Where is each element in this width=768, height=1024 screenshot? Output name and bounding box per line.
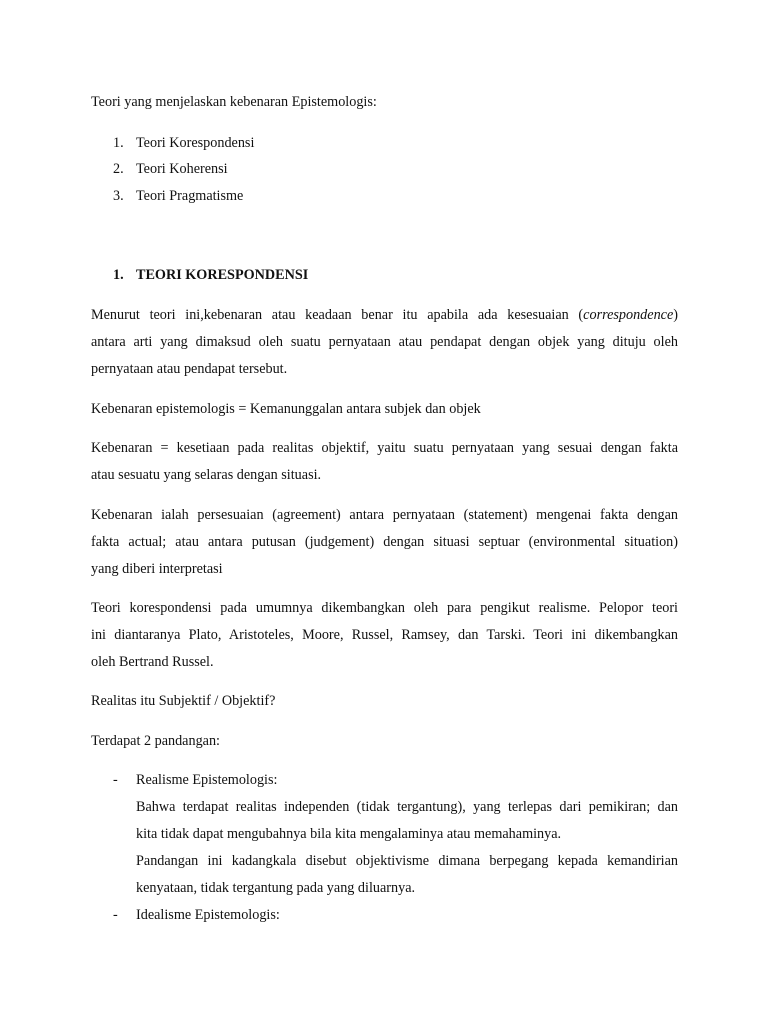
paragraph-line: Terdapat 2 pandangan: (91, 733, 221, 749)
theory-item: Teori Koherensi (136, 161, 228, 177)
theory-number: 3. (113, 188, 124, 204)
bullet-line: kenyataan, tidak tergantung pada yang diluarnya. (136, 880, 416, 896)
paragraph-line: Realitas itu Subjektif / Objektif? (91, 693, 276, 709)
theory-number: 1. (113, 135, 124, 151)
bullet-dash: - (113, 772, 118, 788)
paragraph-line: Kebenaran ialah persesuaian (agreement) antara pernyataan (statement) mengenai fakta dengan (91, 507, 678, 523)
paragraph-line: antara arti yang dimaksud oleh suatu pernyataan atau pendapat dengan objek yang dituju oleh (91, 334, 678, 350)
document-page (91, 0, 678, 1024)
bullet-title: Idealisme Epistemologis: (136, 907, 280, 923)
theory-item: Teori Pragmatisme (136, 188, 244, 204)
paragraph-line: Menurut teori ini,kebenaran atau keadaan benar itu apabila ada kesesuaian (correspondence) (91, 307, 678, 323)
paragraph-line: Kebenaran epistemologis = Kemanunggalan antara subjek dan objek (91, 401, 481, 417)
paragraph-line: Kebenaran = kesetiaan pada realitas objektif, yaitu suatu pernyataan yang sesuai dengan fakta (91, 440, 678, 456)
paragraph-line: Teori korespondensi pada umumnya dikembangkan oleh para pengikut realisme. Pelopor teori (91, 600, 678, 616)
italic-term: correspondence (583, 307, 674, 323)
theory-number: 2. (113, 161, 124, 177)
bullet-title: Realisme Epistemologis: (136, 772, 278, 788)
intro-text: Teori yang menjelaskan kebenaran Epistemologis: (91, 94, 377, 110)
section-number: 1. (113, 267, 124, 283)
bullet-line: Bahwa terdapat realitas independen (tidak tergantung), yang terlepas dari pemikiran; dan (136, 799, 678, 815)
bullet-line: Pandangan ini kadangkala disebut objektivisme dimana berpegang kepada kemandirian (136, 853, 678, 869)
paragraph-line: oleh Bertrand Russel. (91, 654, 214, 670)
paragraph-line: pernyataan atau pendapat tersebut. (91, 361, 288, 377)
paragraph-line: yang diberi interpretasi (91, 561, 223, 577)
paragraph-line: ini diantaranya Plato, Aristoteles, Moore, Russel, Ramsey, dan Tarski. Teori ini dikembangkan (91, 627, 678, 643)
paragraph-line: atau sesuatu yang selaras dengan situasi. (91, 467, 322, 483)
section-heading: TEORI KORESPONDENSI (136, 267, 309, 283)
theory-item: Teori Korespondensi (136, 135, 255, 151)
bullet-line: kita tidak dapat mengubahnya bila kita mengalaminya atau memahaminya. (136, 826, 562, 842)
paragraph-line: fakta actual; atau antara putusan (judgement) dengan situasi septuar (environmental situation) (91, 534, 678, 550)
bullet-dash: - (113, 907, 118, 923)
